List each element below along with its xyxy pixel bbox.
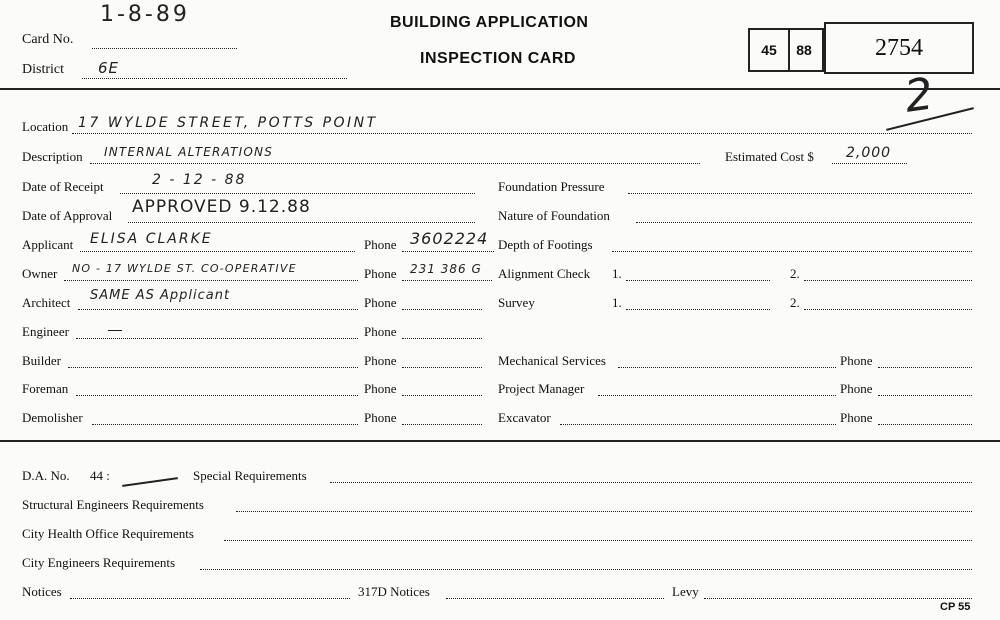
- mechanical-services-label: Mechanical Services: [498, 353, 606, 368]
- foreman-label: Foreman: [22, 381, 69, 396]
- date-handwritten: 1-8-89: [100, 2, 190, 27]
- district-label: District: [22, 62, 64, 77]
- date-of-approval-field[interactable]: [128, 222, 475, 223]
- nature-of-foundation-field[interactable]: [636, 222, 972, 223]
- survey-1-label: 1.: [612, 295, 622, 310]
- owner-field[interactable]: [64, 280, 358, 281]
- notices-317d-field[interactable]: [446, 598, 664, 599]
- demolisher-phone-label: Phone: [364, 410, 397, 425]
- excavator-phone-field[interactable]: [878, 424, 972, 425]
- ref-box-1-value: 45: [761, 42, 777, 58]
- builder-label: Builder: [22, 353, 61, 368]
- form-code: CP 55: [940, 601, 971, 613]
- survey-label: Survey: [498, 295, 535, 310]
- mechanical-services-field[interactable]: [618, 367, 836, 368]
- applicant-phone-label: Phone: [364, 237, 397, 252]
- requirements-divider: [0, 440, 1000, 442]
- foreman-field[interactable]: [76, 395, 358, 396]
- district-field[interactable]: [82, 78, 347, 79]
- engineer-field[interactable]: [76, 338, 358, 339]
- builder-field[interactable]: [68, 367, 358, 368]
- structural-requirements-field[interactable]: [236, 511, 972, 512]
- date-of-approval-label: Date of Approval: [22, 208, 113, 223]
- alignment-1-field[interactable]: [626, 280, 770, 281]
- location-value: 17 WYLDE STREET, POTTS POINT: [78, 115, 378, 131]
- foundation-pressure-label: Foundation Pressure: [498, 179, 605, 194]
- owner-phone-field[interactable]: [402, 280, 492, 281]
- da-no-label: D.A. No.: [22, 468, 70, 483]
- date-of-approval-value: APPROVED 9.12.88: [132, 197, 311, 217]
- mechanical-phone-field[interactable]: [878, 367, 972, 368]
- da-no-value: 44 :: [90, 468, 110, 483]
- alignment-check-label: Alignment Check: [498, 266, 591, 281]
- demolisher-label: Demolisher: [22, 410, 83, 425]
- date-of-receipt-value: 2 - 12 - 88: [152, 172, 247, 188]
- notices-label: Notices: [22, 584, 62, 599]
- card-no-field[interactable]: [92, 48, 237, 49]
- project-manager-field[interactable]: [598, 395, 836, 396]
- excavator-label: Excavator: [498, 410, 551, 425]
- engineer-phone-field[interactable]: [402, 338, 482, 339]
- health-requirements-field[interactable]: [224, 540, 972, 541]
- owner-value: NO - 17 WYLDE ST. CO-OPERATIVE: [72, 262, 297, 275]
- alignment-2-field[interactable]: [804, 280, 972, 281]
- date-of-receipt-label: Date of Receipt: [22, 179, 104, 194]
- city-engineers-requirements-label: City Engineers Requirements: [22, 555, 176, 570]
- date-of-receipt-field[interactable]: [120, 193, 475, 194]
- description-field[interactable]: [90, 163, 700, 164]
- architect-phone-label: Phone: [364, 295, 397, 310]
- engineer-label: Engineer: [22, 324, 69, 339]
- foreman-phone-label: Phone: [364, 381, 397, 396]
- city-engineers-requirements-field[interactable]: [200, 569, 972, 570]
- survey-2-field[interactable]: [804, 309, 972, 310]
- project-manager-phone-field[interactable]: [878, 395, 972, 396]
- location-label: Location: [22, 119, 69, 134]
- special-requirements-label: Special Requirements: [193, 468, 307, 483]
- ref-box-1: [748, 28, 790, 72]
- applicant-phone-field[interactable]: [402, 251, 494, 252]
- demolisher-phone-field[interactable]: [402, 424, 482, 425]
- project-manager-label: Project Manager: [498, 381, 585, 396]
- health-requirements-label: City Health Office Requirements: [22, 526, 194, 541]
- foundation-pressure-field[interactable]: [628, 193, 972, 194]
- ref-box-2: [786, 28, 824, 72]
- da-no-dash-mark: [122, 477, 178, 487]
- special-requirements-field[interactable]: [330, 482, 972, 483]
- engineer-dash-mark: [108, 330, 122, 331]
- alignment-2-label: 2.: [790, 266, 800, 281]
- architect-field[interactable]: [78, 309, 358, 310]
- ref-box-2-value: 88: [796, 42, 812, 58]
- structural-requirements-label: Structural Engineers Requirements: [22, 497, 204, 512]
- survey-1-field[interactable]: [626, 309, 770, 310]
- description-label: Description: [22, 149, 83, 164]
- applicant-field[interactable]: [80, 251, 355, 252]
- estimated-cost-value: 2,000: [846, 145, 892, 161]
- architect-value: SAME AS Applicant: [90, 288, 231, 303]
- survey-2-label: 2.: [790, 295, 800, 310]
- depth-of-footings-label: Depth of Footings: [498, 237, 593, 252]
- excavator-phone-label: Phone: [840, 410, 873, 425]
- builder-phone-field[interactable]: [402, 367, 482, 368]
- location-field[interactable]: [72, 133, 972, 134]
- estimated-cost-field[interactable]: [832, 163, 907, 164]
- description-value: INTERNAL ALTERATIONS: [104, 145, 274, 159]
- demolisher-field[interactable]: [92, 424, 358, 425]
- depth-of-footings-field[interactable]: [612, 251, 972, 252]
- notices-field[interactable]: [70, 598, 350, 599]
- builder-phone-label: Phone: [364, 353, 397, 368]
- district-value: 6E: [98, 59, 120, 77]
- engineer-phone-label: Phone: [364, 324, 397, 339]
- mechanical-phone-label: Phone: [840, 353, 873, 368]
- applicant-value: ELISA CLARKE: [90, 231, 213, 247]
- applicant-label: Applicant: [22, 237, 74, 252]
- form-title-line2: INSPECTION CARD: [420, 50, 576, 67]
- alignment-1-label: 1.: [612, 266, 622, 281]
- ref-box-3-value: 2754: [875, 34, 923, 61]
- excavator-field[interactable]: [560, 424, 836, 425]
- owner-phone-label: Phone: [364, 266, 397, 281]
- nature-of-foundation-label: Nature of Foundation: [498, 208, 610, 223]
- applicant-phone-value: 3602224: [410, 229, 489, 248]
- notices-317d-label: 317D Notices: [358, 584, 430, 599]
- ref-box-3: [824, 22, 974, 74]
- architect-phone-field[interactable]: [402, 309, 482, 310]
- owner-label: Owner: [22, 266, 58, 281]
- levy-label: Levy: [672, 584, 699, 599]
- card-no-label: Card No.: [22, 32, 74, 47]
- owner-phone-value: 231 386 G: [410, 262, 482, 276]
- architect-label: Architect: [22, 295, 71, 310]
- foreman-phone-field[interactable]: [402, 395, 482, 396]
- header-divider: [0, 88, 1000, 90]
- levy-field[interactable]: [704, 598, 972, 599]
- form-title-line1: BUILDING APPLICATION: [390, 14, 589, 31]
- corner-mark: 2: [901, 68, 938, 123]
- estimated-cost-label: Estimated Cost $: [725, 149, 814, 164]
- project-manager-phone-label: Phone: [840, 381, 873, 396]
